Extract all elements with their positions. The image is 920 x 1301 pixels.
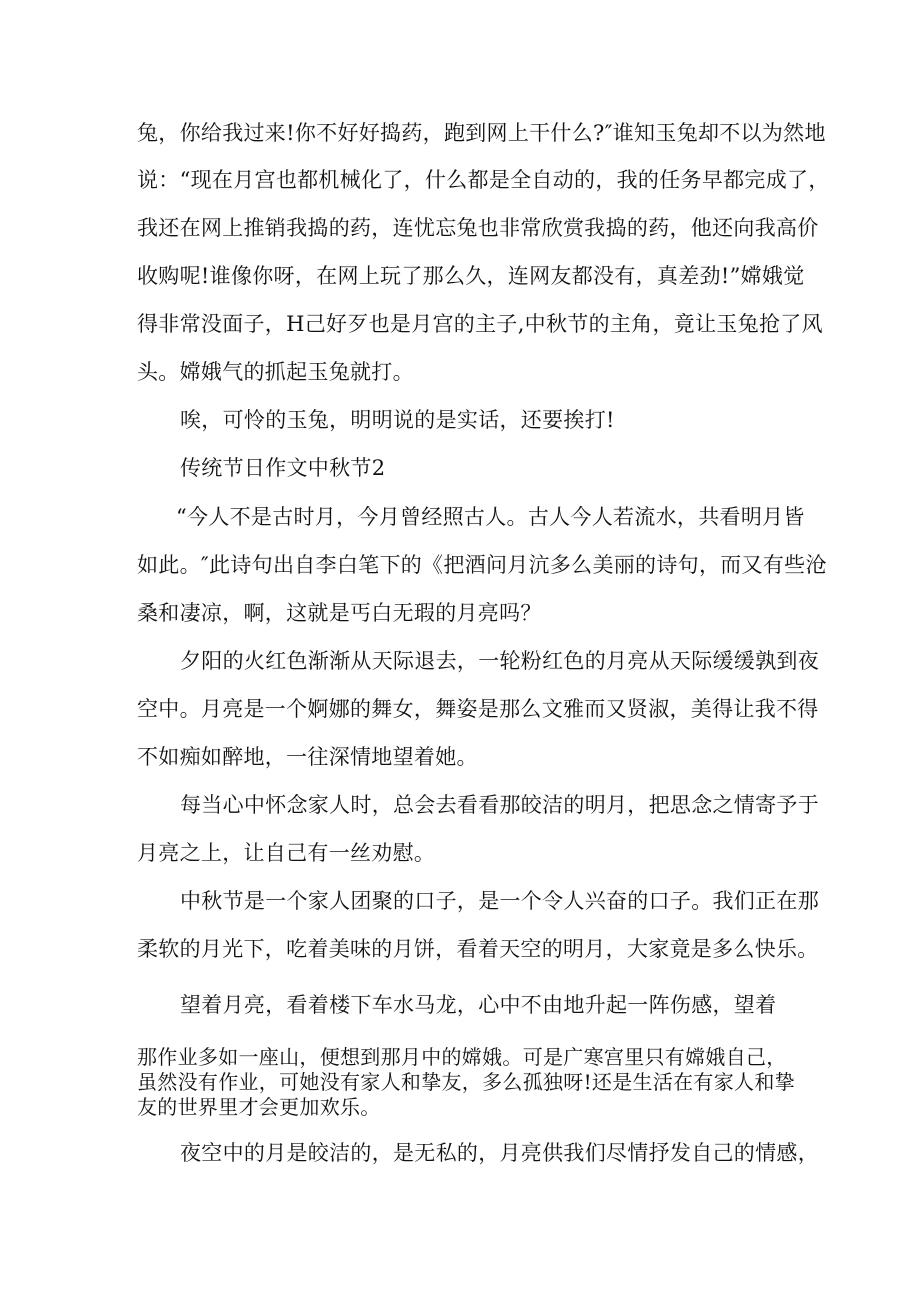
text-line-3: 我还在网上推销我捣的药，连忧忘兔也非常欣赏我捣的药，他还向我高价 <box>137 216 819 240</box>
text-line-21: 虽然没有作业，可她没有家人和挚友，多么孤独呀!还是生活在有家人和挚 <box>137 1070 795 1094</box>
text-line-4: 收购呢!谁像你呀，在网上玩了那么久，连网友都没有，真差劲!”嫦娥觉 <box>137 264 805 288</box>
text-line-16: 月亮之上，让自己有一丝劝慰。 <box>137 841 436 865</box>
text-line-19: 望着月亮，看着楼下车水马龙，心中不由地升起一阵伤感，望着 <box>180 993 777 1017</box>
text-line-12: 夕阳的火红色渐渐从天际退去，一轮粉红色的月亮从天际缓缓孰到夜 <box>180 649 819 673</box>
section-heading: 传统节日作文中秋节2 <box>180 456 386 480</box>
text-line-23: 夜空中的月是皎洁的，是无私的，月亮供我们尽情抒发自己的情感， <box>180 1141 819 1165</box>
text-line-11: 桑和凄凉，啊，这就是丐白无瑕的月亮吗？ <box>137 601 542 625</box>
text-line-15: 每当心中怀念家人时，总会去看看那皎洁的明月，把思念之情寄予于 <box>180 793 819 817</box>
text-line-10: 如此。″此诗句出自李白笔下的《把酒问月沆多么美丽的诗句，而又有些沧 <box>137 553 827 577</box>
text-line-1: 兔，你给我过来!你不好好捣药，跑到网上干什么?″谁知玉兔却不以为然地 <box>137 121 826 145</box>
text-line-6: 头。嫦娥气的抓起玉兔就打。 <box>137 360 414 384</box>
text-line-5: 得非常没面子，H己好歹也是月宫的主子,中秋节的主角，竟让玉兔抢了风 <box>137 312 823 336</box>
text-line-22: 友的世界里才会更加欢乐。 <box>137 1095 381 1119</box>
text-line-2: 说：“现在月宫也都机械化了，什么都是全自动的，我的任务早都完成了， <box>137 168 830 192</box>
text-line-13: 空中。月亮是一个婀娜的舞女，舞姿是那么文雅而又贤淑，美得让我不得 <box>137 697 819 721</box>
text-line-17: 中秋节是一个家人团聚的口子，是一个令人兴奋的口子。我们正在那 <box>180 889 819 913</box>
text-line-18: 柔软的月光下，吃着美味的月饼，看着天空的明月，大家竟是多么快乐。 <box>137 937 819 961</box>
text-line-9: “今人不是古时月，今月曾经照古人。古人今人若流水，共看明月皆 <box>176 505 805 529</box>
text-line-20: 那作业多如一座山，便想到那月中的嫦娥。可是广寒宫里只有嫦娥自己， <box>137 1045 787 1069</box>
text-line-7: 唉，可怜的玉兔，明明说的是实话，还要挨打! <box>180 408 615 432</box>
text-line-14: 不如痴如醉地，一往深情地望着她。 <box>137 745 478 769</box>
